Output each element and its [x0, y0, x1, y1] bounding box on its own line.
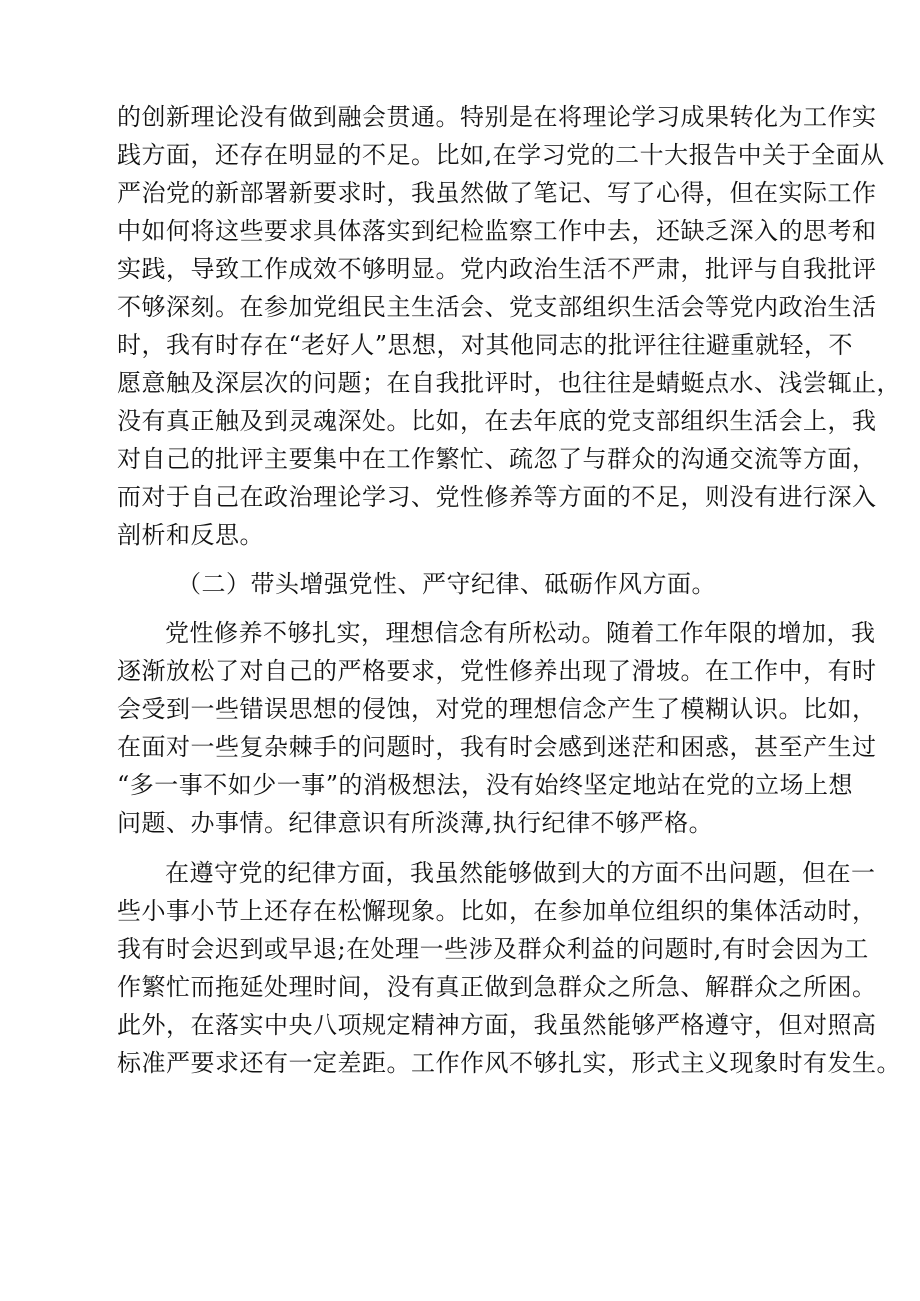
text-line: 践方面，还存在明显的不足。比如,在学习党的二十大报告中关于全面从 [117, 141, 885, 169]
text-line: 而对于自己在政治理论学习、党性修养等方面的不足，则没有进行深入 [117, 483, 877, 511]
text-line: 对自己的批评主要集中在工作繁忙、疏忽了与群众的沟通交流等方面， [117, 445, 877, 473]
text-line: 在遵守党的纪律方面，我虽然能够做到大的方面不出问题，但在一 [165, 859, 876, 887]
paragraph-3 [117, 854, 901, 1082]
text-line: 问题、办事情。纪律意识有所淡薄,执行纪律不够严格。 [117, 809, 714, 837]
text-line: 剖析和反思。 [117, 521, 264, 549]
text-line: 逐渐放松了对自己的严格要求，党性修养出现了滑坡。在工作中，有时 [117, 657, 877, 685]
text-line: 实践，导致工作成效不够明显。党内政治生活不严肃，批评与自我批评 [117, 255, 877, 283]
text-line: 不够深刻。在参加党组民主生活会、党支部组织生活会等党内政治生活 [117, 293, 877, 321]
text-line: 愿意触及深层次的问题；在自我批评时，也往往是蜻蜓点水、浅尝辄止， [117, 369, 901, 397]
text-line: 些小事小节上还存在松懈现象。比如，在参加单位组织的集体活动时， [117, 897, 877, 925]
text-line: 中如何将这些要求具体落实到纪检监察工作中去，还缺乏深入的思考和 [117, 217, 877, 245]
text-line: 时，我有时存在“老好人”思想，对其他同志的批评往往避重就轻，不 [117, 331, 854, 359]
text-line: 党性修养不够扎实，理想信念有所松动。随着工作年限的增加，我 [165, 619, 876, 647]
section-heading-text: （二）带头增强党性、严守纪律、砥砺作风方面。 [177, 570, 716, 598]
paragraph-1 [117, 98, 901, 554]
section-heading [117, 565, 852, 603]
text-line: 此外，在落实中央八项规定精神方面，我虽然能够严格遵守，但对照高 [117, 1011, 877, 1039]
text-line: 的创新理论没有做到融会贯通。特别是在将理论学习成果转化为工作实 [117, 103, 877, 131]
text-line: 在面对一些复杂棘手的问题时，我有时会感到迷茫和困惑，甚至产生过 [117, 733, 877, 761]
text-line: “多一事不如少一事”的消极想法，没有始终坚定地站在党的立场上想 [117, 771, 854, 799]
document-body [117, 98, 901, 1082]
text-line: 严治党的新部署新要求时，我虽然做了笔记、写了心得，但在实际工作 [117, 179, 877, 207]
text-line: 没有真正触及到灵魂深处。比如，在去年底的党支部组织生活会上，我 [117, 407, 877, 435]
text-line: 标准严要求还有一定差距。工作作风不够扎实，形式主义现象时有发生。 [117, 1049, 901, 1077]
paragraph-2 [117, 614, 877, 842]
text-line: 作繁忙而拖延处理时间，没有真正做到急群众之所急、解群众之所困。 [117, 973, 877, 1001]
text-line: 会受到一些错误思想的侵蚀，对党的理想信念产生了模糊认识。比如， [117, 695, 877, 723]
text-line: 我有时会迟到或早退;在处理一些涉及群众利益的问题时,有时会因为工 [117, 935, 869, 963]
